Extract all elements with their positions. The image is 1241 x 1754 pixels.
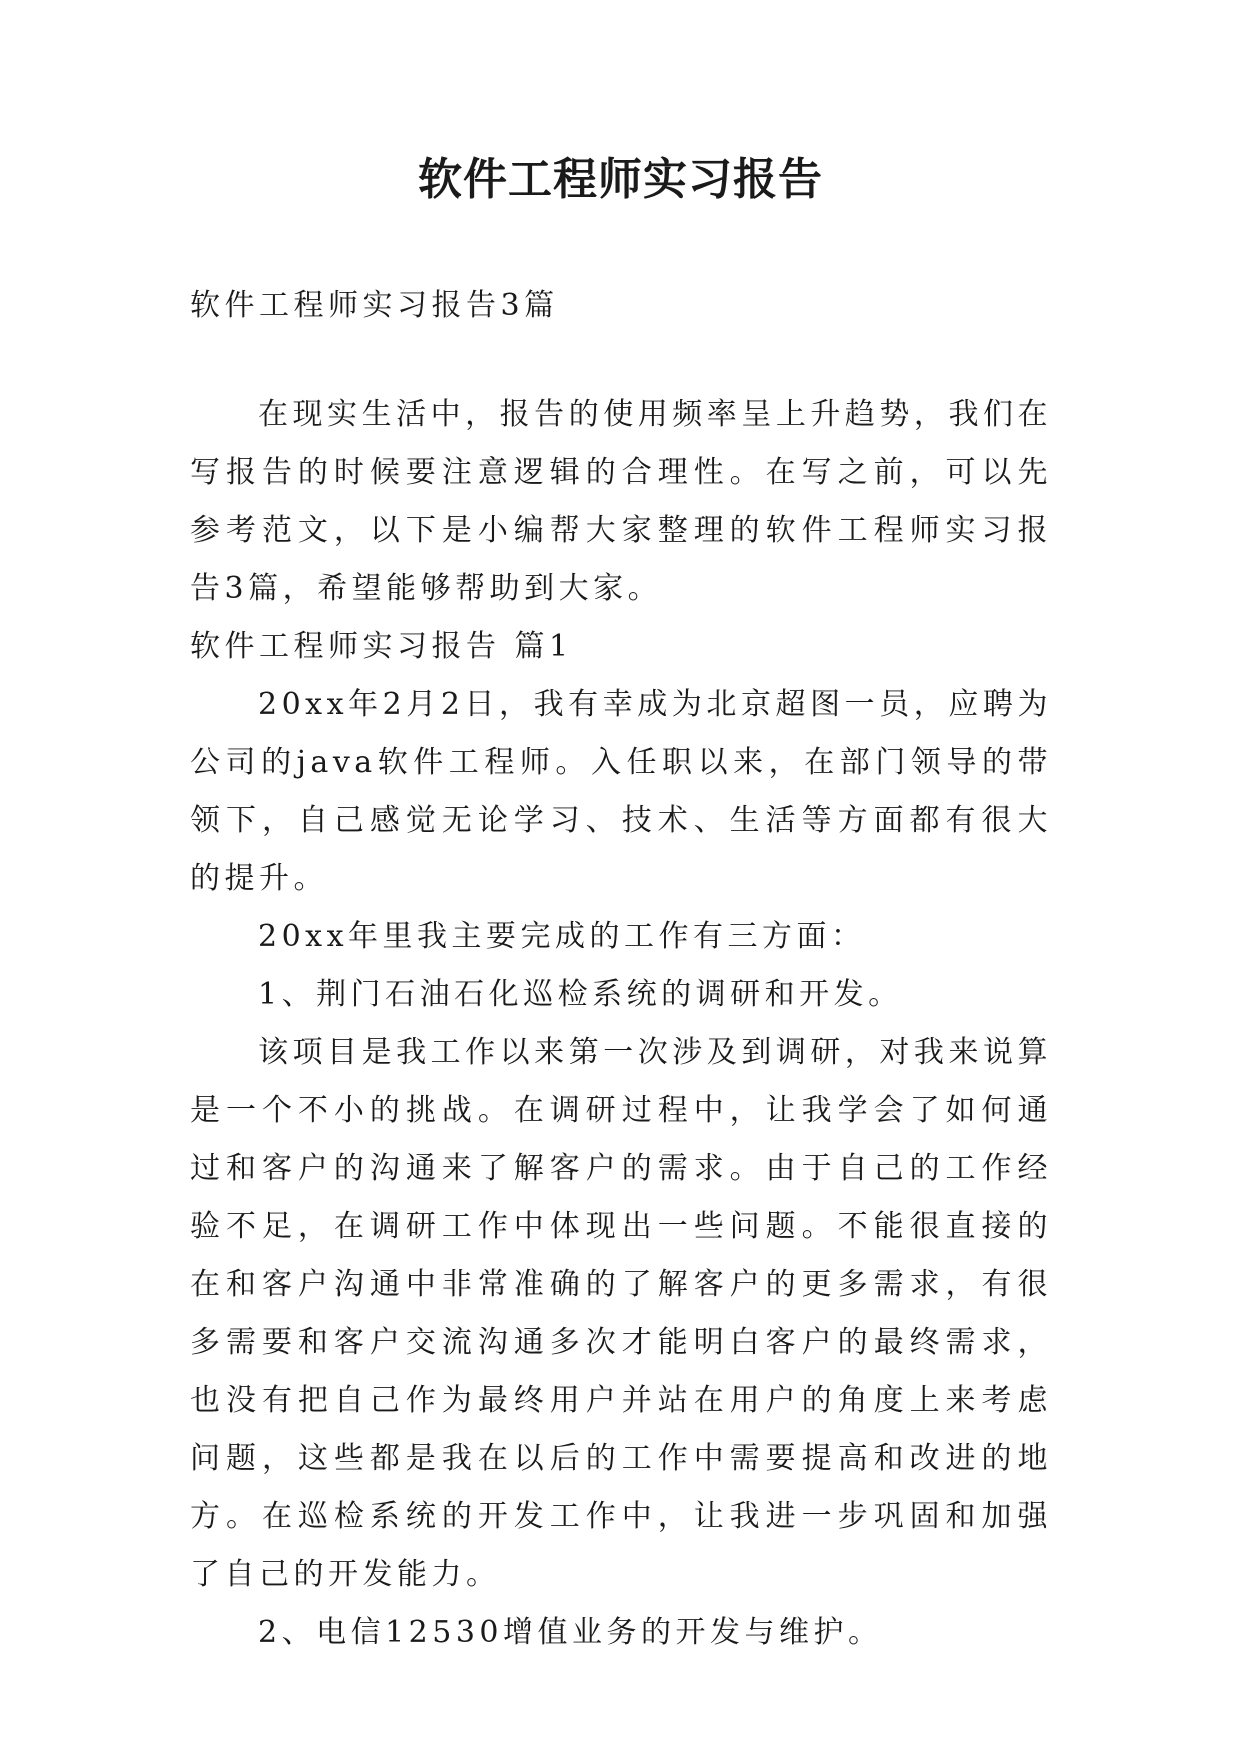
intro-paragraph: 在现实生活中，报告的使用频率呈上升趋势，我们在写报告的时候要注意逻辑的合理性。在写之前，可以先参考范文，以下是小编帮大家整理的软件工程师实习报告3篇，希望能够帮助到大家。 — [190, 397, 1052, 606]
body-paragraph: 该项目是我工作以来第一次涉及到调研，对我来说算是一个不小的挑战。在调研过程中，让我学会了如何通过和客户的沟通来了解客户的需求。由于自己的工作经验不足，在调研工作中体现出一些问题。不能很直接的在和客户沟通中非常准确的了解客户的更多需求，有很多需要和客户交流沟通多次才能明白客户的最终需求，也没有把自己作为最终用户并站在用户的角度上来考虑问题，这些都是我在以后的工作中需要提高和改进的地方。在巡检系统的开发工作中，让我进一步巩固和加强了自己的开发能力。 — [190, 1035, 1052, 1592]
document-subtitle: 软件工程师实习报告3篇 — [190, 288, 559, 323]
document-title: 软件工程师实习报告 — [418, 154, 823, 205]
body-paragraph: 20xx年2月2日，我有幸成为北京超图一员，应聘为公司的java软件工程师。入任职以来，在部门领导的带领下，自己感觉无论学习、技术、生活等方面都有很大的提升。 — [190, 687, 1052, 896]
list-item: 1、荆门石油石化巡检系统的调研和开发。 — [258, 977, 903, 1012]
section-heading: 软件工程师实习报告 篇1 — [190, 629, 573, 664]
body-paragraph: 20xx年里我主要完成的工作有三方面： — [258, 919, 866, 954]
document-body — [190, 286, 1052, 1662]
list-item: 2、电信12530增值业务的开发与维护。 — [258, 1615, 883, 1650]
